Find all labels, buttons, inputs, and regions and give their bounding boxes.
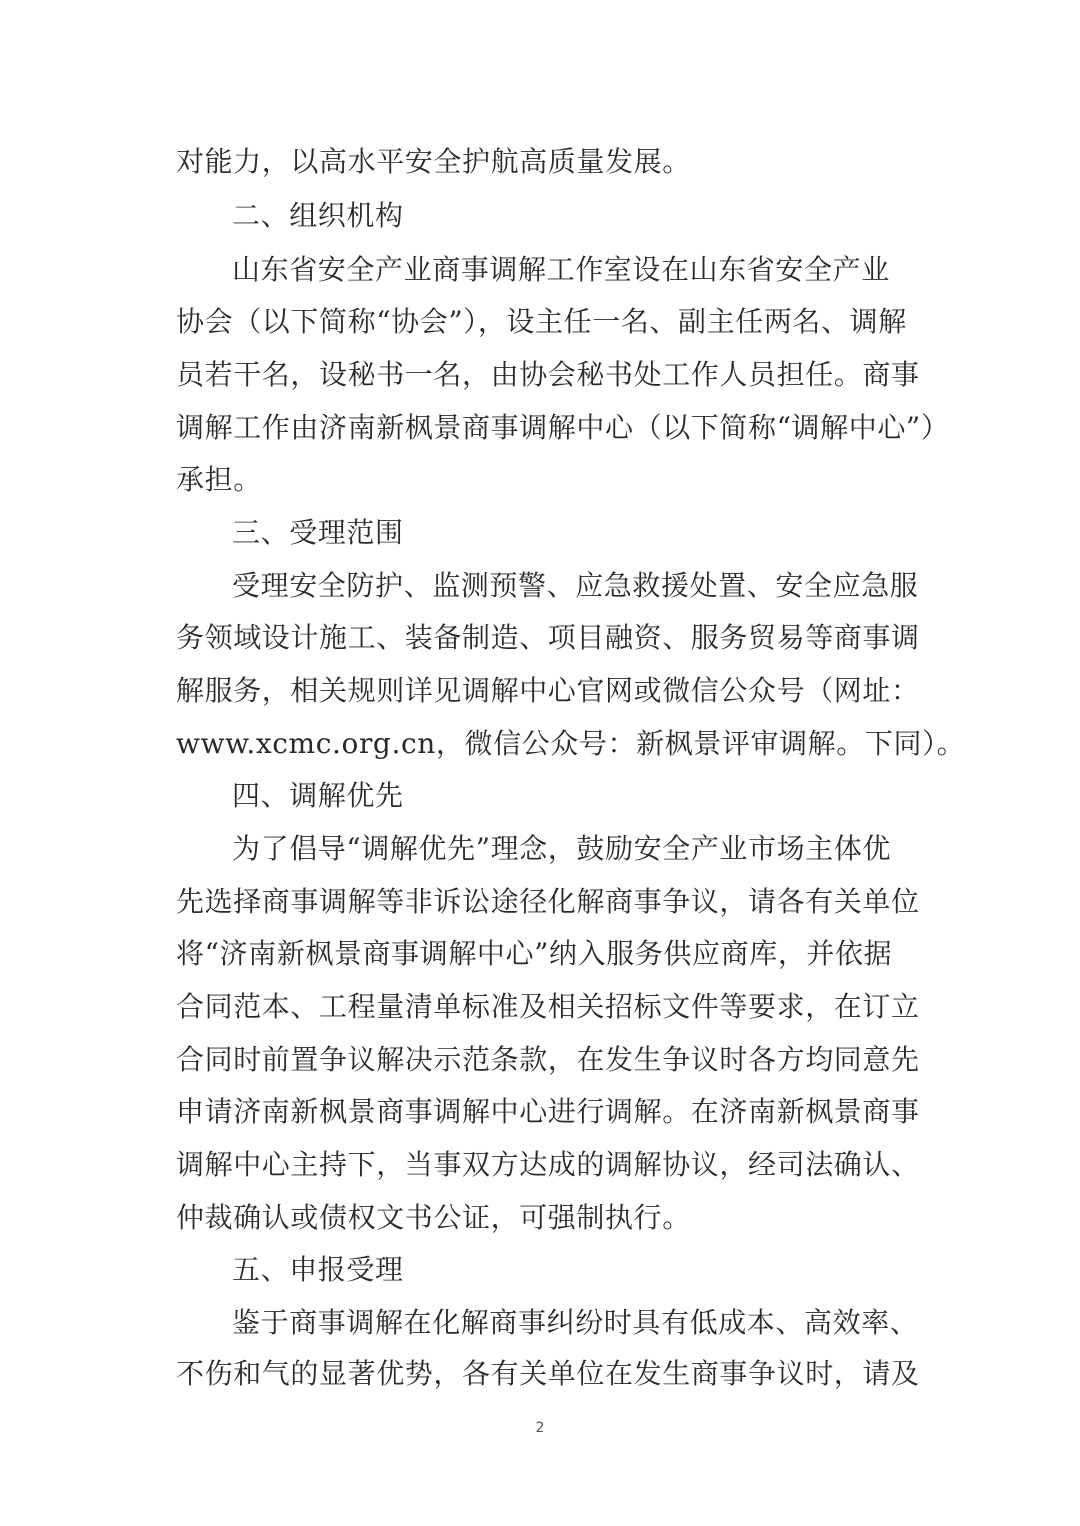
section-heading: 五、申报受理 [232, 1253, 404, 1286]
text-line: 仲裁确认或债权文书公证，可强制执行。 [176, 1201, 691, 1234]
text-line: 为了倡导“调解优先”理念，鼓励安全产业市场主体优 [232, 832, 892, 865]
text-line: 调解中心主持下，当事双方达成的调解协议，经司法确认、 [176, 1148, 920, 1181]
text-line: 对能力，以高水平安全护航高质量发展。 [176, 145, 691, 178]
text-line: 协会（以下简称“协会”），设主任一名、副主任两名、调解 [176, 305, 907, 338]
text-line: 申请济南新枫景商事调解中心进行调解。在济南新枫景商事 [176, 1095, 920, 1128]
text-line: www.xcmc.org.cn，微信公众号：新枫景评审调解。下同）。 [176, 727, 966, 760]
text-line: 受理安全防护、监测预警、应急救援处置、安全应急服 [232, 569, 919, 602]
text-line: 鉴于商事调解在化解商事纠纷时具有低成本、高效率、 [232, 1306, 919, 1339]
text-line: 调解工作由济南新枫景商事调解中心（以下简称“调解中心”） [176, 411, 950, 444]
text-line: 不伤和气的显著优势，各有关单位在发生商事争议时，请及 [176, 1357, 920, 1390]
section-heading: 四、调解优先 [232, 779, 404, 812]
text-line: 山东省安全产业商事调解工作室设在山东省安全产业 [232, 253, 890, 286]
section-heading: 三、受理范围 [232, 516, 404, 549]
page-number: 2 [535, 1420, 545, 1436]
text-line: 员若干名，设秘书一名，由协会秘书处工作人员担任。商事 [176, 358, 920, 391]
text-line: 将“济南新枫景商事调解中心”纳入服务供应商库，并依据 [176, 937, 893, 970]
text-line: 务领域设计施工、装备制造、项目融资、服务贸易等商事调 [176, 621, 920, 654]
text-line: 解服务，相关规则详见调解中心官网或微信公众号（网址： [176, 674, 920, 707]
text-line: 合同时前置争议解决示范条款，在发生争议时各方均同意先 [176, 1043, 920, 1076]
text-line: 合同范本、工程量清单标准及相关招标文件等要求，在订立 [176, 990, 920, 1023]
section-heading: 二、组织机构 [232, 199, 404, 232]
text-line: 承担。 [176, 463, 262, 496]
text-line: 先选择商事调解等非诉讼途径化解商事争议，请各有关单位 [176, 885, 920, 918]
